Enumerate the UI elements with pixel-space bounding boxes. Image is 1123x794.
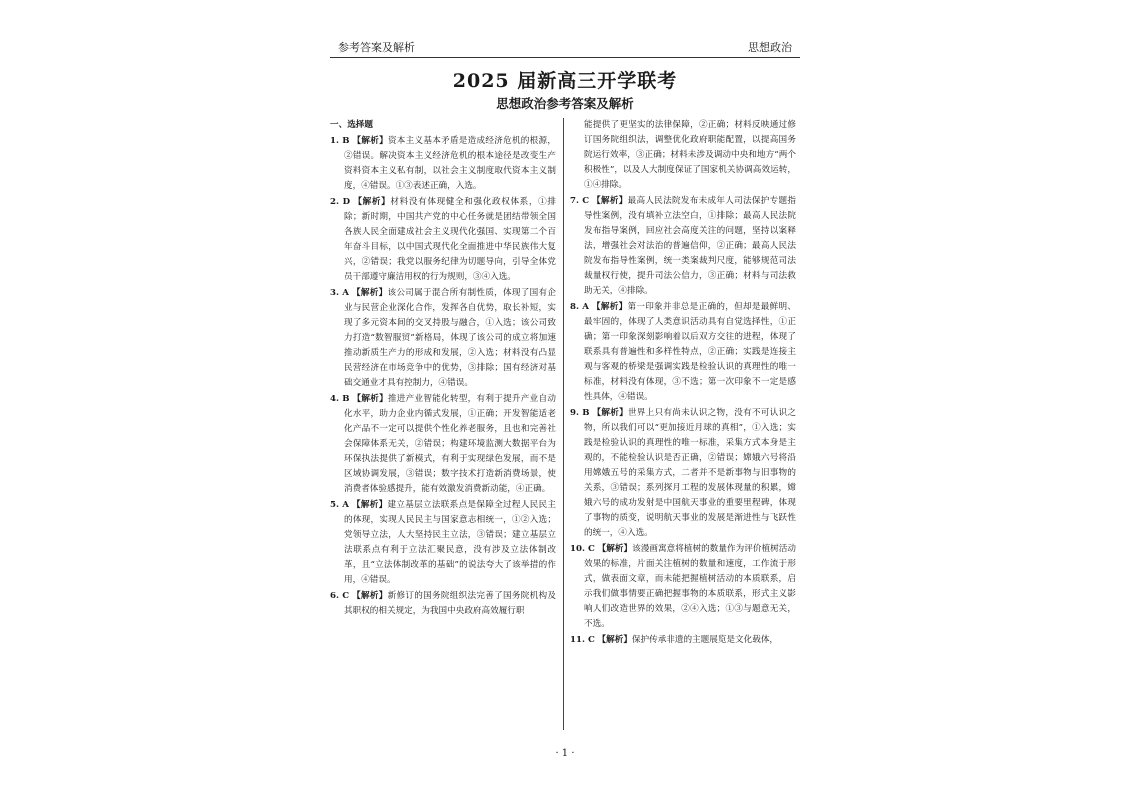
answer-number: 4. B bbox=[330, 394, 350, 404]
answer-explanation: 世界上只有尚未认识之物，没有不可认识之物，所以我们可以“更加接近月球的真相”，①入选；实践是检验认识的真理性的唯一标准，采集方式本身是主观的，不能检验认识是否正确，②错误；嫦娥六号将沿用嫦娥五号的采集方式，二者并不是新事物与旧事物的关系，③错误；系列探月工程的发展体现量的积累，嫦娥六号的成功发射是中国航天事业的重要里程碑，体现了事物的质变，说明航天事业的发展是渐进性与飞跃性的统一，④入选。 bbox=[584, 408, 796, 538]
column-divider bbox=[563, 118, 564, 730]
answer-item bbox=[570, 542, 796, 632]
answer-number: 8. A bbox=[570, 302, 589, 312]
answer-item bbox=[330, 286, 556, 391]
answer-explanation: 最高人民法院发布未成年人司法保护专题指导性案例，没有填补立法空白，①排除；最高人民法院发布指导案例，回应社会高度关注的问题，坚持以案释法，增强社会对法治的普遍信仰，②正确；最高人民法院发布指导性案例，统一类案裁判尺度，能够规范司法裁量权行使，提升司法公信力，③正确；材料与司法救助无关，④排除。 bbox=[584, 196, 796, 296]
answer-item bbox=[330, 589, 556, 619]
answer-explanation: 资本主义基本矛盾是造成经济危机的根源，②错误。解决资本主义经济危机的根本途径是改变生产资料资本主义私有制，以社会主义制度取代资本主义制度，④错误。①③表述正确，入选。 bbox=[344, 136, 556, 191]
analysis-tag: 【解析】 bbox=[352, 591, 388, 601]
header-left-text: 参考答案及解析 bbox=[338, 41, 415, 54]
answer-number: 5. A bbox=[330, 500, 349, 510]
answer-item bbox=[330, 134, 556, 194]
analysis-tag: 【解析】 bbox=[592, 196, 628, 206]
answer-explanation: 保护传承非遗的主题展览是文化载体， bbox=[631, 635, 779, 645]
answer-explanation: 建立基层立法联系点是保障全过程人民民主的体现，实现人民民主与国家意志相统一，①②入选；党领导立法，人大坚持民主立法，③错误；建立基层立法联系点有利于立法汇聚民意，没有涉及立法体制改革，且“立法体制改革的基础”的说法夸大了该举措的作用，④错误。 bbox=[344, 500, 556, 585]
exam-title: 2025 届新高三开学联考 bbox=[452, 70, 678, 92]
answer-item bbox=[570, 118, 796, 193]
answer-number: 7. C bbox=[570, 196, 590, 206]
answer-number: 1. B bbox=[330, 136, 350, 146]
answer-number: 10. C bbox=[570, 544, 595, 554]
answer-explanation: 材料没有体现健全和强化政权体系，①排除；新时期，中国共产党的中心任务就是团结带领全国各族人民全面建成社会主义现代化强国、实现第二个百年奋斗目标，以中国式现代化全面推进中华民族伟大复兴，②错误；我党以服务纪律为切题导向，引导全体党员干部遵守廉洁用权的行为规则，③④入选。 bbox=[344, 197, 556, 282]
analysis-tag: 【解析】 bbox=[591, 302, 628, 312]
answer-item bbox=[570, 194, 796, 299]
answer-sheet-page bbox=[330, 30, 800, 770]
answer-number: 9. B bbox=[570, 408, 590, 418]
answer-explanation: 能提供了更坚实的法律保障，②正确；材料反映通过修订国务院组织法，调整优化政府职能配置，以提高国务院运行效率，③正确；材料未涉及调动中央和地方“两个积极性”，以及人大制度保证了国家机关协调高效运转，①④排除。 bbox=[584, 120, 796, 190]
answer-explanation: 第一印象并非总是正确的，但却是最鲜明、最牢固的，体现了人类意识活动具有自觉选择性，①正确；第一印象深刻影响着以后双方交往的进程，体现了联系具有普遍性和多样性特点，②正确；实践是连接主观与客观的桥梁是强调实践是检验认识的真理性的唯一标准，材料没有体现，③不选；第一次印象不一定是感性具体，④错误。 bbox=[584, 302, 796, 402]
answer-explanation: 新修订的国务院组织法完善了国务院机构及其职权的相关规定，为我国中央政府高效履行职 bbox=[344, 591, 556, 616]
answer-number: 6. C bbox=[330, 591, 350, 601]
answer-item bbox=[570, 300, 796, 405]
answer-explanation: 该公司属于混合所有制性质，体现了国有企业与民营企业深化合作，发挥各自优势，取长补短，实现了多元资本间的交叉持股与融合，①入选；该公司致力打造“数智服贸”新格局，体现了该公司的成立将加速推动新质生产力的形成和发展，②入选；材料没有凸显民营经济在市场竞争中的优势，③排除；国有经济对基础交通业才具有控制力，④错误。 bbox=[344, 288, 556, 388]
answer-item bbox=[570, 633, 796, 648]
answer-number: 3. A bbox=[330, 288, 349, 298]
page-number: · 1 · bbox=[555, 748, 575, 759]
answer-item bbox=[330, 195, 556, 285]
exam-subtitle: 思想政治参考答案及解析 bbox=[496, 96, 634, 111]
answer-item bbox=[330, 392, 556, 497]
analysis-tag: 【解析】 bbox=[352, 394, 388, 404]
analysis-tag: 【解析】 bbox=[353, 197, 391, 207]
answer-number: 11. C bbox=[570, 635, 595, 645]
analysis-tag: 【解析】 bbox=[592, 408, 628, 418]
analysis-tag: 【解析】 bbox=[352, 136, 388, 146]
header-subject-text: 思想政治 bbox=[748, 41, 792, 54]
answer-number: 2. D bbox=[330, 197, 351, 207]
analysis-tag: 【解析】 bbox=[351, 288, 388, 298]
answer-item bbox=[570, 406, 796, 541]
answer-explanation: 该漫画寓意将植树的数量作为评价植树活动效果的标准，片面关注植树的数量和速度，工作流于形式，做表面文章，而未能把握植树活动的本质联系，启示我们做事情要正确把握事物的本质联系，形式主义影响人们改造世界的效果，②④入选；①③与题意无关，不选。 bbox=[584, 544, 796, 629]
answer-explanation: 推进产业智能化转型，有利于提升产业自动化水平，助力企业内循式发展，①正确；开发智能适老化产品不一定可以提供个性化养老服务，且也和完善社会保障体系无关，②错误；构建环境监测大数据平台为环保执法提供了新模式，有利于实现绿色发展，而不是区域协调发展，③错误；数字技术打造新消费场景，使消费者体验感提升，能有效激发消费新动能，④正确。 bbox=[344, 394, 556, 494]
analysis-tag: 【解析】 bbox=[597, 544, 633, 554]
answer-item bbox=[330, 498, 556, 588]
analysis-tag: 【解析】 bbox=[351, 500, 388, 510]
analysis-tag: 【解析】 bbox=[597, 635, 632, 645]
right-column bbox=[570, 118, 796, 649]
section-heading: 一、选择题 bbox=[330, 120, 373, 130]
running-header bbox=[330, 35, 800, 58]
left-column bbox=[330, 118, 556, 620]
